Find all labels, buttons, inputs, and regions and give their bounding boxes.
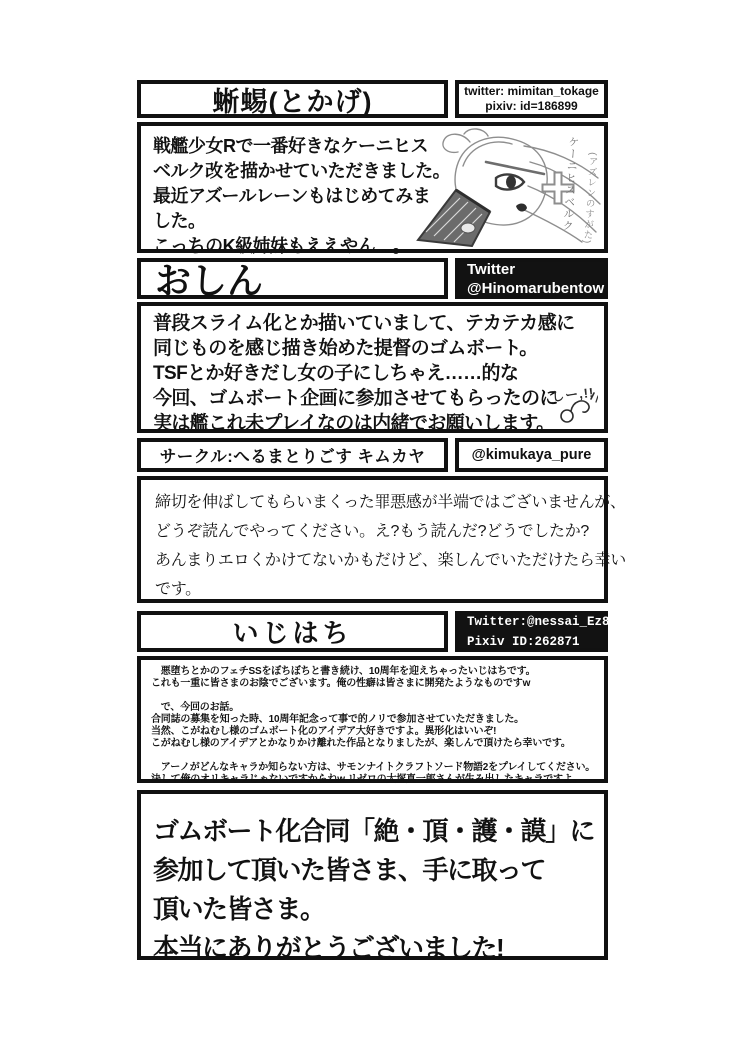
section-kimukaya-title-box [137, 438, 448, 472]
contact-info-tokage [459, 84, 604, 114]
comment-line: こっちのK級姉妹もええやん…。 [153, 236, 411, 256]
thanks-message [153, 812, 594, 968]
twitter-handle: @kimukaya_pure [471, 447, 592, 463]
comment-line: 決して俺のオリキャラじゃないですからねw リゼロの大塚真一郎さんが生み出したキャラですよ。 [151, 774, 583, 785]
comment-line: アーノがどんなキャラか知らない方は、サモンナイトクラフトソード物語2をプレイしてください。 [151, 762, 596, 773]
thanks-line: 本当にありがとうございました! [153, 933, 504, 963]
artist-name-ijihachi: いじはち [232, 618, 353, 648]
thanks-box [137, 790, 608, 963]
twitter-handle: twitter: mimitan_tokage [464, 84, 599, 98]
comment-line: TSFとか好きだし女の子にしちゃえ……的な [153, 363, 519, 384]
section-oshin-contact-box [455, 258, 608, 299]
comment-line: 締切を伸ばしてもらいまくった罪悪感が半端ではございませんが、 [155, 494, 626, 511]
comment-line: あんまりエロくかけてないかもだけど、楽しんでいただけたら幸い [155, 552, 627, 569]
comment-line: 同じものを感じ描き始めた提督のゴムボート。 [153, 338, 538, 359]
comment-ijihachi [151, 666, 596, 786]
shh-doodle-text: しー,!! [550, 384, 595, 405]
section-ijihachi-body-box [137, 656, 608, 783]
comment-line: 合同誌の募集を知った時、10周年記念って事で的ノリで参加させていただきました。 [151, 714, 524, 725]
circle-name: サークル:へるまとりごす キムカヤ [159, 448, 426, 466]
comment-oshin [153, 311, 575, 436]
section-kimukaya-body-box [137, 476, 627, 603]
artist-name-oshin: おしん [155, 260, 264, 302]
section-oshin-body-box [137, 302, 608, 433]
contact-info-ijihachi [459, 612, 610, 652]
comment-line: 実は艦これ未プレイなのは内緒でお願いします。 [153, 413, 555, 434]
twitter-label: Twitter [467, 260, 516, 278]
comment-line: で、今回のお話。 [151, 702, 239, 713]
comment-line: した。 [153, 211, 206, 231]
sketch-caption-sub: (アズレンのすがた) [580, 151, 599, 245]
comment-line: 普段スライム化とか描いていまして、テカテカ感に [153, 313, 575, 334]
thanks-line: ゴムボート化合同「絶・頂・護・謨」に [153, 816, 595, 846]
comment-kimukaya [155, 488, 626, 604]
pixiv-id: Pixiv ID:262871 [467, 634, 580, 649]
section-kimukaya-contact-box [455, 438, 608, 472]
comment-line: 戦艦少女Rで一番好きなケーニヒス [153, 136, 428, 156]
comment-line [151, 690, 596, 702]
sketch-caption-main: ケーニヒスベルク [560, 135, 580, 233]
section-tokage-body-box [137, 122, 608, 256]
finger-to-lips-doodle [556, 391, 598, 425]
comment-line: こがねむし様のアイデアとかなりかけ離れた作品となりましたが、楽しんで頂けたら幸いです。 [151, 738, 571, 749]
comment-line: ベルク改を描かせていただきました。 [153, 161, 451, 181]
artist-name-tokage: 蜥蜴(とかげ) [212, 86, 373, 117]
pixiv-id: pixiv: id=186899 [485, 99, 578, 113]
comment-line: どうぞ読んでやってください。え?もう読んだ?どうでしたか? [155, 523, 589, 540]
comment-line: 最近アズールレーンもはじめてみま [153, 186, 431, 206]
comment-tokage [153, 134, 453, 259]
comment-line: です。 [155, 581, 201, 598]
twitter-handle: @Hinomarubentow [467, 279, 605, 297]
comment-line: 当然、こがねむし様のゴムボート化のアイデア大好きですよ。異形化はいいぞ! [151, 726, 497, 737]
comment-line [151, 750, 596, 762]
contact-info-oshin [459, 260, 604, 298]
comment-line: 今回、ゴムボート企画に参加させてもらったのに [153, 388, 558, 409]
comment-line: 悪堕ちとかのフェチSSをぼちぼちと書き続け、10周年を迎えちゃったいじはちです。 [151, 666, 536, 677]
thanks-line: 参加して頂いた皆さま、手に取って [153, 855, 546, 885]
section-oshin-title-box [137, 258, 448, 302]
section-ijihachi-contact-box [455, 611, 608, 652]
thanks-line: 頂いた皆さま。 [153, 894, 325, 924]
section-tokage-title-box [137, 80, 448, 118]
section-tokage-contact-box [455, 80, 608, 118]
twitter-handle: Twitter:@nessai_Ez8 [467, 614, 610, 629]
comment-line: これも一重に皆さまのお陰でございます。俺の性癖は皆さまに開発たようなものですw [151, 678, 531, 689]
section-ijihachi-title-box [137, 611, 448, 652]
